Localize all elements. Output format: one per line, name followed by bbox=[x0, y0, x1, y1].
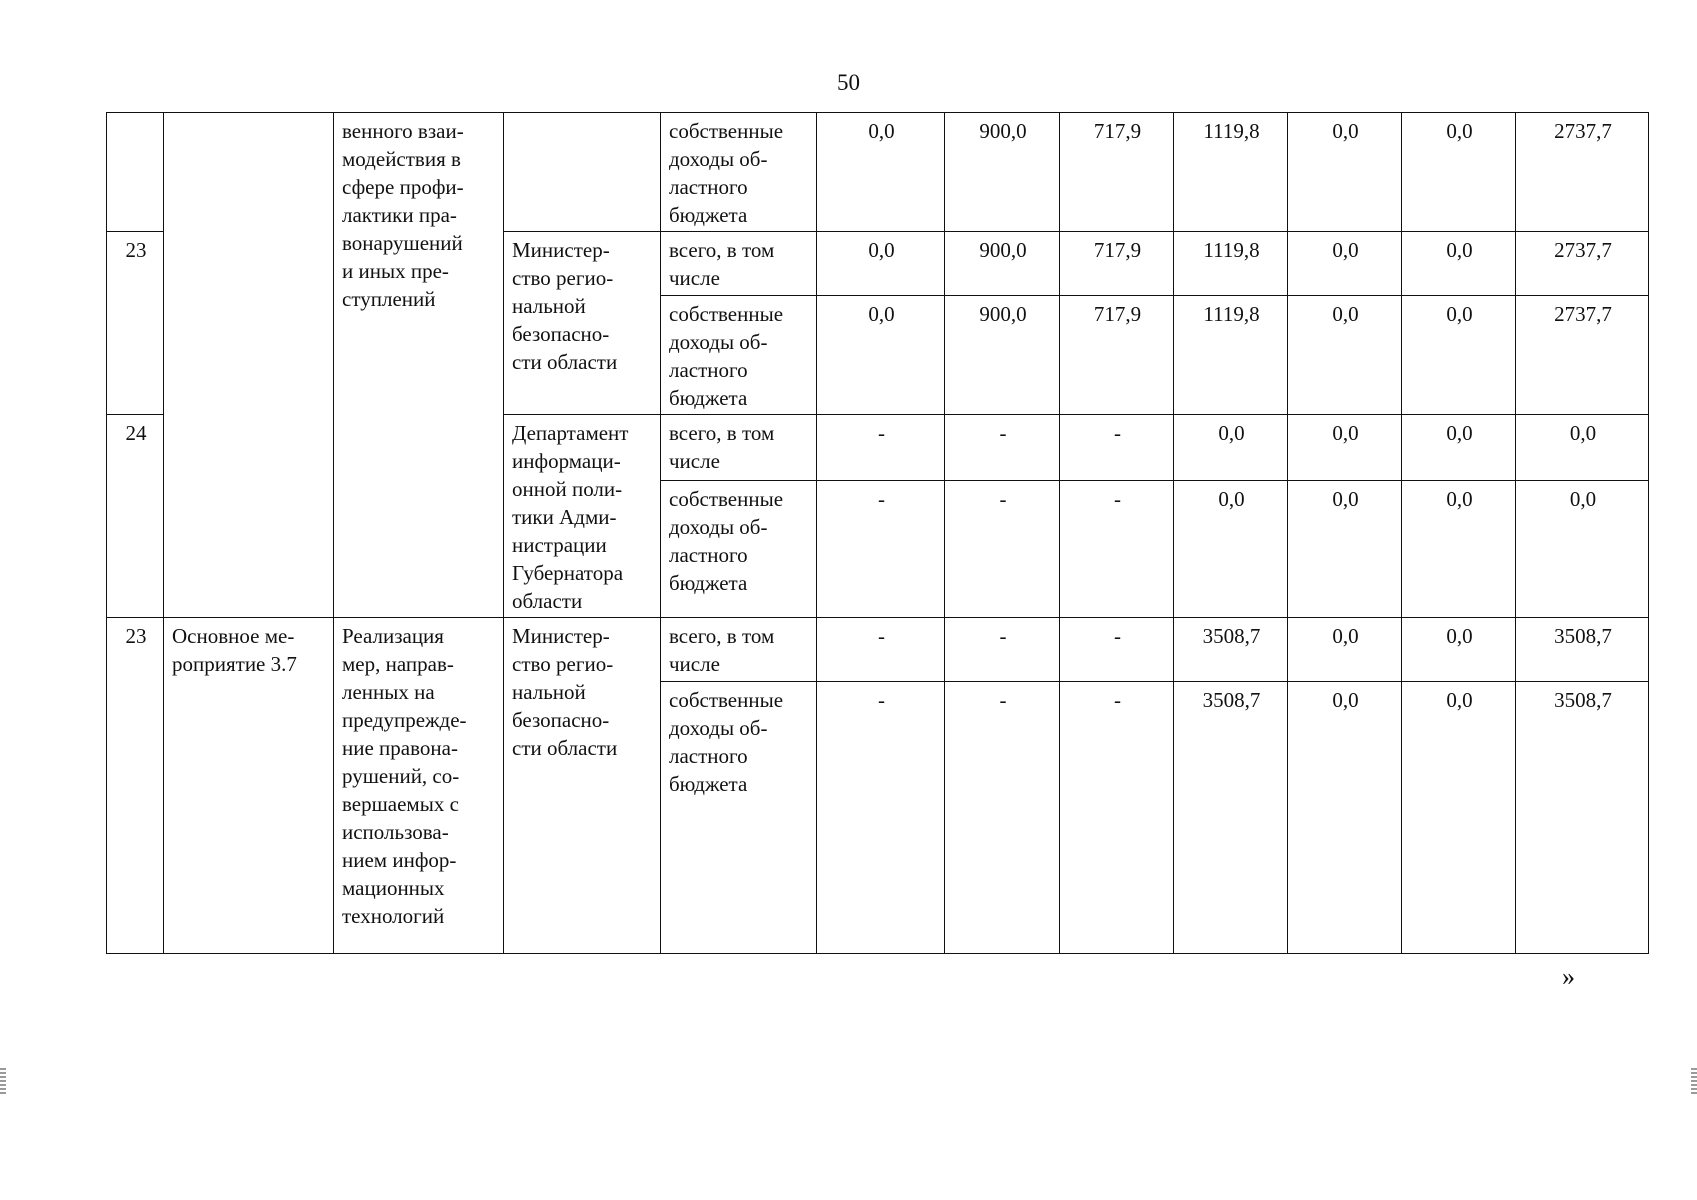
value-cell: - bbox=[817, 415, 945, 481]
value-cell: 0,0 bbox=[817, 113, 945, 232]
value-cell: 0,0 bbox=[1174, 415, 1288, 481]
value-cell: 0,0 bbox=[817, 296, 945, 415]
value-cell: - bbox=[817, 481, 945, 618]
value-cell: 717,9 bbox=[1060, 113, 1174, 232]
program-description-cell: Реализация мер, направ- ленных на предупрежде- ние правона- рушений, со- вершаемых с использова- нием инфор- мационных технологий bbox=[334, 618, 504, 954]
value-cell: - bbox=[945, 481, 1060, 618]
total-value-cell: 2737,7 bbox=[1516, 113, 1649, 232]
value-cell: - bbox=[945, 682, 1060, 954]
budget-table bbox=[106, 112, 1649, 954]
executor-cell: Департамент информаци- онной поли- тики Адми- нистрации Губернатора области bbox=[504, 415, 661, 618]
total-value-cell: 3508,7 bbox=[1516, 682, 1649, 954]
value-cell: - bbox=[1060, 618, 1174, 682]
scan-edge-mark-left bbox=[0, 1068, 6, 1094]
table-row bbox=[107, 618, 1649, 682]
value-cell: 1119,8 bbox=[1174, 296, 1288, 415]
value-cell: - bbox=[1060, 481, 1174, 618]
value-cell: 0,0 bbox=[817, 232, 945, 296]
executor-cell bbox=[504, 113, 661, 232]
executor-cell: Министер- ство регио- нальной безопасно- сти области bbox=[504, 618, 661, 954]
row-number-cell: 23 bbox=[107, 618, 164, 954]
value-cell: 0,0 bbox=[1402, 232, 1516, 296]
executor-cell: Министер- ство регио- нальной безопасно- сти области bbox=[504, 232, 661, 415]
value-cell: 0,0 bbox=[1402, 113, 1516, 232]
table-row bbox=[107, 113, 1649, 232]
value-cell: 0,0 bbox=[1288, 232, 1402, 296]
value-cell: 0,0 bbox=[1288, 296, 1402, 415]
value-cell: 717,9 bbox=[1060, 232, 1174, 296]
value-cell: - bbox=[1060, 682, 1174, 954]
value-cell: - bbox=[945, 415, 1060, 481]
value-cell: 0,0 bbox=[1288, 618, 1402, 682]
funding-source-cell: собственные доходы об- ластного бюджета bbox=[661, 113, 817, 232]
value-cell: 0,0 bbox=[1288, 481, 1402, 618]
total-value-cell: 0,0 bbox=[1516, 481, 1649, 618]
value-cell: 0,0 bbox=[1174, 481, 1288, 618]
value-cell: 1119,8 bbox=[1174, 113, 1288, 232]
total-value-cell: 0,0 bbox=[1516, 415, 1649, 481]
funding-source-cell: всего, в том числе bbox=[661, 415, 817, 481]
closing-quote-mark: » bbox=[1562, 962, 1575, 991]
funding-source-cell: собственные доходы об- ластного бюджета bbox=[661, 682, 817, 954]
funding-source-cell: собственные доходы об- ластного бюджета bbox=[661, 296, 817, 415]
value-cell: - bbox=[817, 618, 945, 682]
row-number-cell: 24 bbox=[107, 415, 164, 618]
row-number-cell: 23 bbox=[107, 232, 164, 415]
funding-source-cell: собственные доходы об- ластного бюджета bbox=[661, 481, 817, 618]
value-cell: 0,0 bbox=[1402, 618, 1516, 682]
total-value-cell: 3508,7 bbox=[1516, 618, 1649, 682]
program-description-cell: венного взаи- модействия в сфере профи- лактики пра- вонарушений и иных пре- ступлений bbox=[334, 113, 504, 618]
value-cell: 1119,8 bbox=[1174, 232, 1288, 296]
total-value-cell: 2737,7 bbox=[1516, 232, 1649, 296]
funding-source-cell: всего, в том числе bbox=[661, 232, 817, 296]
activity-cell: Основное ме- роприятие 3.7 bbox=[164, 618, 334, 954]
value-cell: 0,0 bbox=[1402, 481, 1516, 618]
value-cell: 0,0 bbox=[1288, 113, 1402, 232]
total-value-cell: 2737,7 bbox=[1516, 296, 1649, 415]
value-cell: 3508,7 bbox=[1174, 682, 1288, 954]
page-number: 50 bbox=[837, 70, 860, 95]
value-cell: 0,0 bbox=[1402, 296, 1516, 415]
value-cell: 0,0 bbox=[1288, 415, 1402, 481]
value-cell: 900,0 bbox=[945, 113, 1060, 232]
value-cell: - bbox=[1060, 415, 1174, 481]
scan-edge-mark-right bbox=[1691, 1068, 1697, 1094]
value-cell: 3508,7 bbox=[1174, 618, 1288, 682]
value-cell: 900,0 bbox=[945, 232, 1060, 296]
row-number-cell bbox=[107, 113, 164, 232]
value-cell: 0,0 bbox=[1402, 682, 1516, 954]
value-cell: - bbox=[945, 618, 1060, 682]
value-cell: - bbox=[817, 682, 945, 954]
value-cell: 0,0 bbox=[1288, 682, 1402, 954]
value-cell: 900,0 bbox=[945, 296, 1060, 415]
value-cell: 717,9 bbox=[1060, 296, 1174, 415]
value-cell: 0,0 bbox=[1402, 415, 1516, 481]
activity-cell-continued bbox=[164, 113, 334, 618]
funding-source-cell: всего, в том числе bbox=[661, 618, 817, 682]
